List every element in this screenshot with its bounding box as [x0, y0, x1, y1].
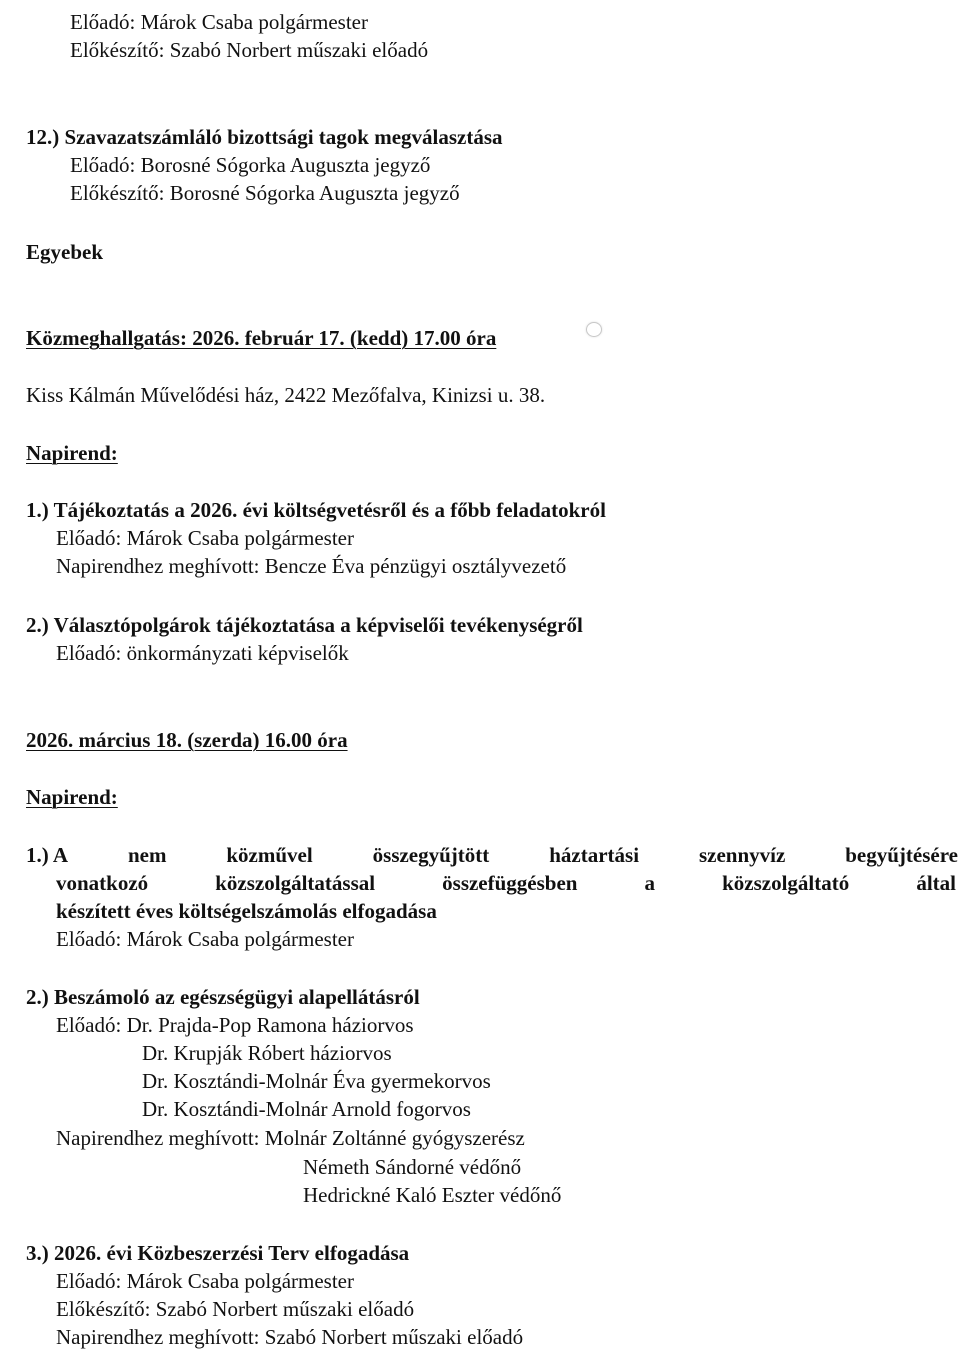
march-item-2-presenter-2: Dr. Krupják Róbert háziorvos	[142, 1041, 392, 1065]
march-item-2-title: 2.) Beszámoló az egészségügyi alapellátásról	[26, 985, 420, 1009]
word: közszolgáltatással	[215, 871, 376, 895]
march-item-2-invited: Napirendhez meghívott: Molnár Zoltánné gyógyszerész	[56, 1126, 525, 1150]
item-12-title: 12.) Szavazatszámláló bizottsági tagok megválasztása	[26, 125, 503, 149]
word: közművel	[226, 843, 313, 867]
item-12-preparer: Előkészítő: Borosné Sógorka Auguszta jegyző	[70, 181, 460, 205]
march-heading: 2026. március 18. (szerda) 16.00 óra	[26, 728, 348, 752]
word: közszolgáltató	[722, 871, 850, 895]
word: begyűjtésére	[845, 843, 958, 867]
hearing-agenda-label: Napirend:	[26, 441, 118, 465]
item-12-presenter: Előadó: Borosné Sógorka Auguszta jegyző	[70, 153, 431, 177]
march-item-1-presenter: Előadó: Márok Csaba polgármester	[56, 927, 354, 951]
march-item-3-title: 3.) 2026. évi Közbeszerzési Terv elfogadása	[26, 1241, 410, 1265]
hearing-item-1-invited: Napirendhez meghívott: Bencze Éva pénzügyi osztályvezető	[56, 554, 567, 578]
word: által	[916, 871, 956, 895]
march-item-2-presenter-4: Dr. Kosztándi-Molnár Arnold fogorvos	[142, 1097, 471, 1121]
march-item-2-presenter: Előadó: Dr. Prajda-Pop Ramona háziorvos	[56, 1013, 414, 1037]
word: a	[644, 871, 656, 895]
march-item-1-line-2	[56, 873, 956, 894]
hearing-item-1-presenter: Előadó: Márok Csaba polgármester	[56, 526, 354, 550]
march-item-3-presenter: Előadó: Márok Csaba polgármester	[56, 1269, 354, 1293]
hearing-heading: Közmeghallgatás: 2026. február 17. (kedd) 17.00 óra	[26, 326, 497, 350]
word: háztartási	[549, 843, 640, 867]
ink-blot	[586, 322, 602, 337]
march-item-2-invited-2: Németh Sándorné védőnő	[303, 1155, 522, 1179]
hearing-item-2-presenter: Előadó: önkormányzati képviselők	[56, 641, 349, 665]
word: szennyvíz	[698, 843, 786, 867]
march-item-3-invited: Napirendhez meghívott: Szabó Norbert műszaki előadó	[56, 1325, 524, 1349]
march-agenda-label: Napirend:	[26, 785, 118, 809]
hearing-item-1-title: 1.) Tájékoztatás a 2026. évi költségvetésről és a főbb feladatokról	[26, 498, 606, 522]
top-preparer: Előkészítő: Szabó Norbert műszaki előadó	[70, 38, 429, 62]
word: nem	[127, 843, 167, 867]
hearing-item-2-title: 2.) Választópolgárok tájékoztatása a képviselői tevékenységről	[26, 613, 583, 637]
word: összegyűjtött	[372, 843, 490, 867]
word: összefüggésben	[442, 871, 578, 895]
word: vonatkozó	[56, 871, 149, 895]
hearing-location: Kiss Kálmán Művelődési ház, 2422 Mezőfalva, Kinizsi u. 38.	[26, 383, 546, 407]
march-item-3-preparer: Előkészítő: Szabó Norbert műszaki előadó	[56, 1297, 415, 1321]
top-presenter: Előadó: Márok Csaba polgármester	[70, 10, 368, 34]
march-item-1-line-1	[26, 845, 958, 866]
word: 1.) A	[26, 843, 68, 867]
march-item-2-presenter-3: Dr. Kosztándi-Molnár Éva gyermekorvos	[142, 1069, 491, 1093]
march-item-2-invited-3: Hedrickné Kaló Eszter védőnő	[303, 1183, 562, 1207]
march-item-1-line-3: készített éves költségelszámolás elfogadása	[56, 899, 437, 923]
other-heading: Egyebek	[26, 240, 104, 264]
